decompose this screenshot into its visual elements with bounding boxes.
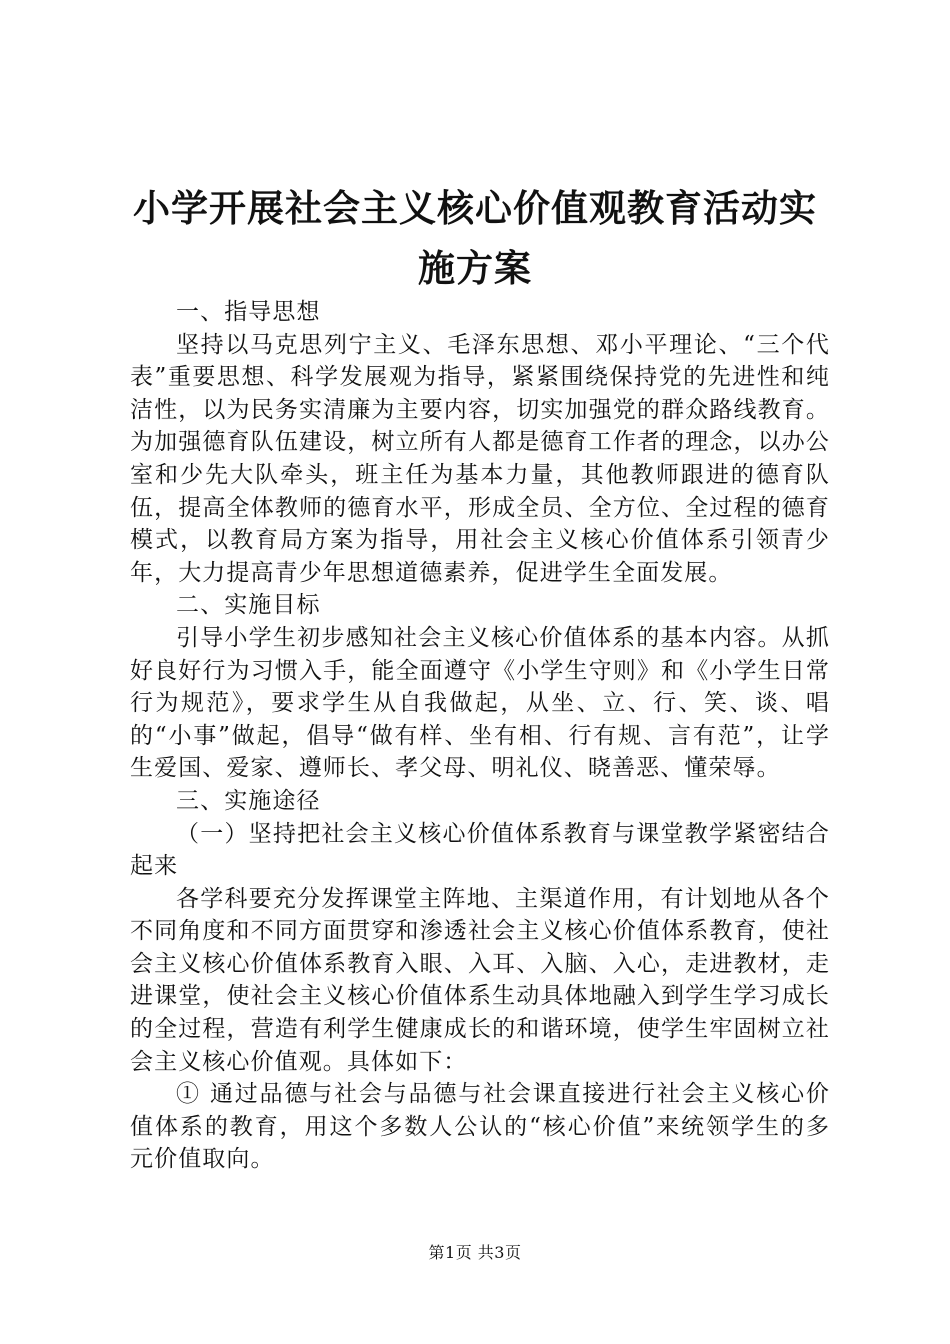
section-heading-guiding-ideology: 一、指导思想 (176, 299, 321, 325)
document-body (130, 296, 830, 1176)
paragraph-classroom: 各学科要充分发挥课堂主阵地、主渠道作用，有计划地从各个不同角度和不同方面贯穿和渗透社会主义核心价值体系教育，使社会主义核心价值体系教育入眼、入耳、入脑、入心，走进教材，走进课堂，使社会主义核心价值体系生动具体地融入到学生学习成长的全过程，营造有利学生健康成长的和谐环境，使学生牢固树立社会主义核心价值观。具体如下： (130, 885, 830, 1075)
page-footer: 第1页 共3页 (428, 1243, 522, 1262)
document-title: 小学开展社会主义核心价值观教育活动实施方案 (133, 186, 817, 290)
subsection-heading-classroom: （一）坚持把社会主义核心价值体系教育与课堂教学紧密结合起来 (130, 820, 830, 880)
section-heading-approaches: 三、实施途径 (176, 787, 321, 814)
paragraph-goals: 引导小学生初步感知社会主义核心价值体系的基本内容。从抓好良好行为习惯入手，能全面遵守《小学生守则》和《小学生日常行为规范》，要求学生从自我做起，从坐、立、行、笑、谈、唱的“小事”做起，倡导“做有样、坐有相、行有规、言有范”，让学生爱国、爱家、遵师长、孝父母、明礼仪、晓善恶、懂荣辱。 (130, 624, 830, 782)
list-item-1: ① 通过品德与社会与品德与社会课直接进行社会主义核心价值体系的教育，用这个多数人公认的“核心价值”来统领学生的多元价值取向。 (130, 1081, 830, 1173)
section-heading-goals: 二、实施目标 (176, 592, 321, 619)
paragraph-guiding-ideology: 坚持以马克思列宁主义、毛泽东思想、邓小平理论、“三个代表”重要思想、科学发展观为指导，紧紧围绕保持党的先进性和纯洁性，以为民务实清廉为主要内容，切实加强党的群众路线教育。为加强德育队伍建设，树立所有人都是德育工作者的理念，以办公室和少先大队牵头，班主任为基本力量，其他教师跟进的德育队伍，提高全体教师的德育水平，形成全员、全方位、全过程的德育模式，以教育局方案为指导，用社会主义核心价值体系引领青少年，大力提高青少年思想道德素养，促进学生全面发展。 (130, 331, 830, 586)
